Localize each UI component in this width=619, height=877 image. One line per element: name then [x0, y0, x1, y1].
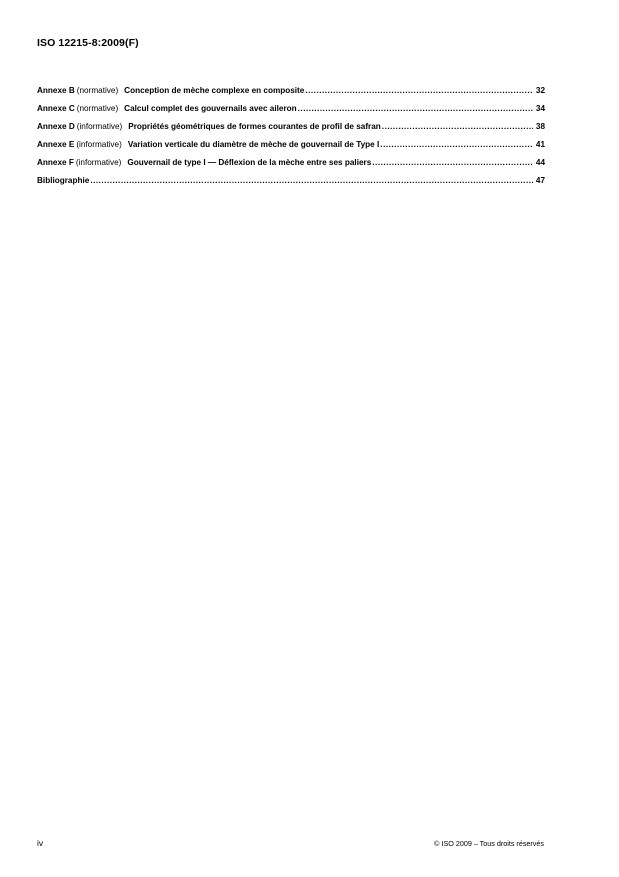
- toc-annex-kind: (informative): [76, 122, 123, 131]
- toc-entry-annexe-e[interactable]: [37, 140, 545, 158]
- toc-dot-leader: [305, 86, 533, 95]
- toc-entry-title: Calcul complet des gouvernails avec aileron: [124, 104, 297, 113]
- toc-entry-annexe-d[interactable]: [37, 122, 545, 140]
- document-id-header: ISO 12215-8:2009(F): [37, 37, 139, 49]
- toc-page-number: 41: [535, 140, 545, 149]
- toc-entry-title: Variation verticale du diamètre de mèche de gouvernail de Type I: [127, 140, 380, 149]
- toc-page-number: 47: [535, 176, 545, 185]
- toc-entry-annexe-b[interactable]: [37, 86, 545, 104]
- toc-entry-bibliographie[interactable]: [37, 176, 545, 194]
- toc-dot-leader: [372, 158, 533, 167]
- toc-dot-leader: [382, 122, 533, 131]
- toc-entry-title: Gouvernail de type I — Déflexion de la mèche entre ses paliers: [127, 158, 372, 167]
- toc-dot-leader: [90, 176, 533, 185]
- toc-dot-leader: [298, 104, 533, 113]
- toc-entry-annexe-f[interactable]: [37, 158, 545, 176]
- toc-entry-title: Propriétés géométriques de formes courantes de profil de safran: [128, 122, 381, 131]
- toc-page-number: 32: [535, 86, 545, 95]
- toc-annex-label: Annexe E: [37, 140, 75, 149]
- toc-annex-label: Annexe B: [37, 86, 75, 95]
- toc-annex-label: Annexe D: [37, 122, 75, 131]
- toc-annex-kind: (informative): [75, 158, 122, 167]
- toc-entry-annexe-c[interactable]: [37, 104, 545, 122]
- toc-entry-title: Conception de mèche complexe en composite: [124, 86, 305, 95]
- footer-page-number: iv: [37, 838, 44, 848]
- toc-page-number: 44: [535, 158, 545, 167]
- table-of-contents: [37, 86, 545, 194]
- toc-entry-title: Bibliographie: [37, 176, 90, 185]
- toc-annex-label: Annexe C: [37, 104, 75, 113]
- toc-annex-kind: (normative): [76, 104, 119, 113]
- toc-dot-leader: [380, 140, 533, 149]
- toc-annex-label: Annexe F: [37, 158, 74, 167]
- footer-copyright: © ISO 2009 – Tous droits réservés: [434, 839, 544, 848]
- toc-annex-kind: (informative): [76, 140, 122, 149]
- toc-annex-kind: (normative): [76, 86, 119, 95]
- toc-page-number: 34: [535, 104, 545, 113]
- toc-page-number: 38: [535, 122, 545, 131]
